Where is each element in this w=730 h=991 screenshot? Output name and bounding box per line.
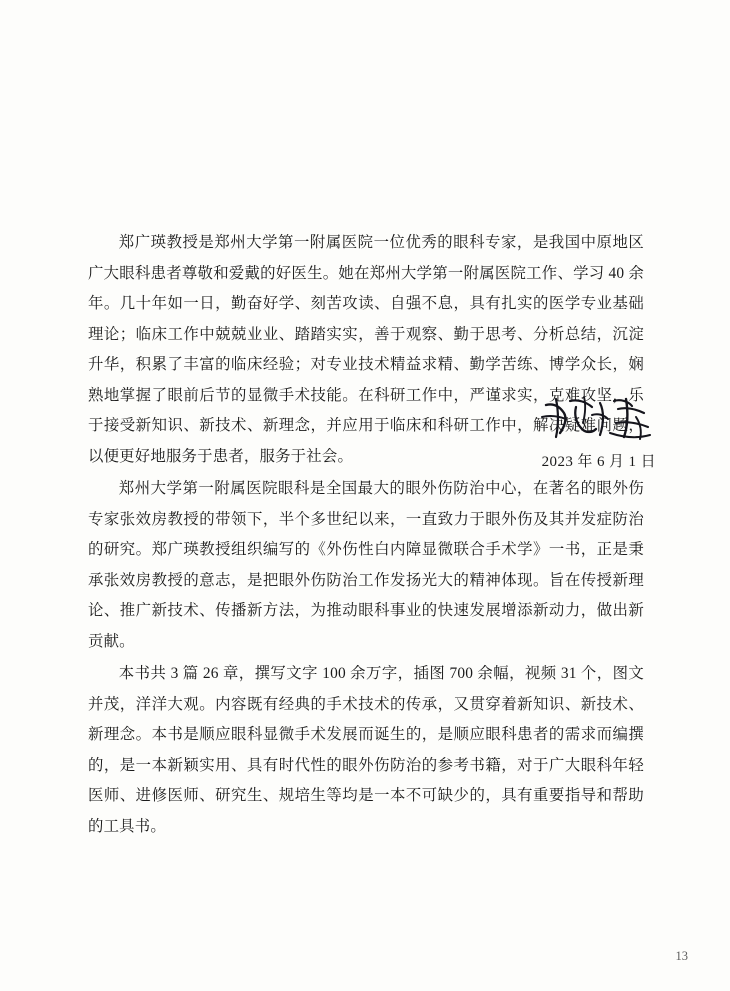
paragraph: 郑州大学第一附属医院眼科是全国最大的眼外伤防治中心，在著名的眼外伤专家张效房教授的带领下，半个多世纪以来，一直致力于眼外伤及其并发症防治的研究。郑广瑛教授组织编写的《外伤性白内障显微联合手术学》一书，正是秉承张效房教授的意志，是把眼外伤防治工作发扬光大的精神体现。旨在传授新理论、推广新技术、传播新方法，为推动眼科事业的快速发展增添新动力，做出新贡献。 bbox=[88, 480, 644, 650]
paragraph: 郑广瑛教授是郑州大学第一附属医院一位优秀的眼科专家，是我国中原地区广大眼科患者尊敬和爱戴的好医生。她在郑州大学第一附属医院工作、学习 40 余年。几十年如一日，勤奋好学、刻苦攻读、自强不息，具有扎实的医学专业基础理论；临床工作中兢兢业业、踏踏实实，善于观察、勤于思考、分析总结，沉淀升华，积累了丰富的临床经验；对专业技术精益求精、勤学苦练、博学众长，娴熟地掌握了眼前后节的显微手术技能。在科研工作中，严谨求实，克难攻坚，乐于接受新知识、新技术、新理念，并应用于临床和科研工作中，解决疑难问题，以便更好地服务于患者，服务于社会。 bbox=[88, 234, 644, 465]
paragraph: 本书共 3 篇 26 章，撰写文字 100 余万字，插图 700 余幅，视频 31 个，图文并茂，洋洋大观。内容既有经典的手术技术的传承，又贯穿着新知识、新技术、新理念。本书是顺应眼科显微手术发展而诞生的，是顺应眼科患者的需求而编撰的，是一本新颖实用、具有时代性的眼外伤防治的参考书籍，对于广大眼科年轻医师、进修医师、研究生、规培生等均是一本不可缺少的，具有重要指导和帮助的工具书。 bbox=[88, 665, 644, 835]
body-text bbox=[88, 228, 644, 844]
page-number: 13 bbox=[675, 949, 688, 963]
signature-date: 2023 年 6 月 1 日 bbox=[541, 454, 656, 470]
handwritten-signature bbox=[400, 393, 660, 445]
signature-block bbox=[400, 393, 660, 473]
